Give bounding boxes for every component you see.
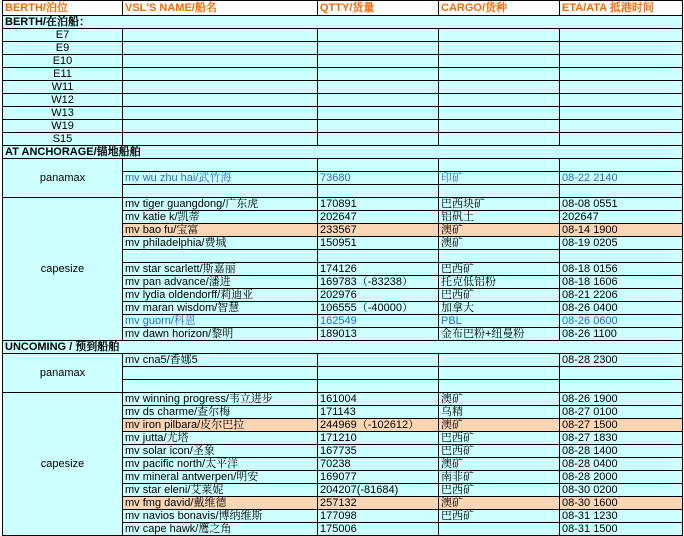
eta-cell[interactable]: 08-27 1830	[560, 432, 683, 445]
vessel-name-cell[interactable]: mv star eleni/艾莱妮	[123, 484, 318, 497]
quantity-cell[interactable]: 150951	[318, 237, 439, 250]
section-header-row	[3, 341, 683, 354]
berth-group-label[interactable]: capesize	[3, 393, 123, 536]
cargo-cell[interactable]: 印矿	[439, 172, 560, 185]
vessel-name-cell[interactable]	[123, 250, 318, 263]
table-row	[3, 55, 683, 68]
eta-cell[interactable]: 08-28 2000	[560, 471, 683, 484]
cargo-cell[interactable]: 乌精	[439, 406, 560, 419]
eta-cell[interactable]	[560, 68, 683, 81]
cargo-cell[interactable]	[439, 120, 560, 133]
cargo-cell[interactable]	[439, 523, 560, 536]
quantity-cell[interactable]: 202647	[318, 211, 439, 224]
cargo-cell[interactable]	[439, 185, 560, 198]
vessel-name-cell[interactable]	[123, 81, 318, 94]
header-cargo[interactable]: CARGO/货种	[439, 1, 560, 16]
cargo-cell[interactable]	[439, 94, 560, 107]
vessel-name-cell[interactable]	[123, 55, 318, 68]
quantity-cell[interactable]	[318, 354, 439, 367]
eta-cell[interactable]: 08-30 1600	[560, 497, 683, 510]
eta-cell[interactable]: 08-27 0100	[560, 406, 683, 419]
quantity-cell[interactable]: 171143	[318, 406, 439, 419]
eta-cell[interactable]	[560, 81, 683, 94]
eta-cell[interactable]	[560, 120, 683, 133]
vessel-name-cell[interactable]	[123, 94, 318, 107]
cargo-cell[interactable]	[439, 367, 560, 380]
berth-group-label[interactable]: W12	[3, 94, 123, 107]
header-berth[interactable]: BERTH/泊位	[3, 1, 123, 16]
berth-group-label[interactable]: E7	[3, 29, 123, 42]
cargo-cell[interactable]	[439, 42, 560, 55]
vessel-name-cell[interactable]: mv pacific north/太平洋	[123, 458, 318, 471]
table-row	[3, 81, 683, 94]
berth-group-label[interactable]: panamax	[3, 354, 123, 393]
header-vessel-name[interactable]: VSL'S NAME/船名	[123, 1, 318, 16]
berth-group-label[interactable]: E11	[3, 68, 123, 81]
table-row	[3, 68, 683, 81]
table-body	[3, 16, 683, 536]
eta-cell[interactable]	[560, 107, 683, 120]
eta-cell[interactable]: 08-31 1230	[560, 510, 683, 523]
eta-cell[interactable]: 08-28 0400	[560, 458, 683, 471]
eta-cell[interactable]: 08-26 0600	[560, 315, 683, 328]
section-title[interactable]: AT ANCHORAGE/锚地船舶	[3, 146, 683, 159]
eta-cell[interactable]	[560, 133, 683, 146]
vessel-name-cell[interactable]: mv cna5/香娜5	[123, 354, 318, 367]
cargo-cell[interactable]	[439, 107, 560, 120]
vessel-name-cell[interactable]: mv mineral antwerpen/明安	[123, 471, 318, 484]
eta-cell[interactable]: 202647	[560, 211, 683, 224]
cargo-cell[interactable]: 铝矾土	[439, 211, 560, 224]
eta-cell[interactable]: 08-22 2140	[560, 172, 683, 185]
quantity-cell[interactable]	[318, 107, 439, 120]
eta-cell[interactable]	[560, 94, 683, 107]
eta-cell[interactable]	[560, 185, 683, 198]
berth-group-label[interactable]: capesize	[3, 198, 123, 341]
table-row	[3, 159, 683, 172]
cargo-cell[interactable]	[439, 250, 560, 263]
eta-cell[interactable]: 08-31 1500	[560, 523, 683, 536]
quantity-cell[interactable]	[318, 68, 439, 81]
vessel-name-cell[interactable]: mv dawn horizon/黎明	[123, 328, 318, 341]
table-row	[3, 354, 683, 367]
quantity-cell[interactable]: 169077	[318, 471, 439, 484]
quantity-cell[interactable]: 106555（-40000）	[318, 302, 439, 315]
vessel-name-cell[interactable]: mv wu zhu hai/武竹海	[123, 172, 318, 185]
berth-group-label[interactable]: W11	[3, 81, 123, 94]
quantity-cell[interactable]: 70238	[318, 458, 439, 471]
eta-cell[interactable]	[560, 250, 683, 263]
vessel-name-cell[interactable]	[123, 380, 318, 393]
eta-cell[interactable]	[560, 55, 683, 68]
quantity-cell[interactable]	[318, 367, 439, 380]
vessel-name-cell[interactable]: mv tiger guangdong/广东虎	[123, 198, 318, 211]
vessel-name-cell[interactable]: mv guorn/科恩	[123, 315, 318, 328]
vessel-name-cell[interactable]: mv jutta/尤塔	[123, 432, 318, 445]
quantity-cell[interactable]	[318, 94, 439, 107]
cargo-cell[interactable]: 巴西矿	[439, 510, 560, 523]
cargo-cell[interactable]: 南非矿	[439, 471, 560, 484]
cargo-cell[interactable]	[439, 81, 560, 94]
berth-group-label[interactable]: E9	[3, 42, 123, 55]
table-row	[3, 94, 683, 107]
vessel-name-cell[interactable]: mv winning progress/韦立进步	[123, 393, 318, 406]
cargo-cell[interactable]: 巴西矿	[439, 432, 560, 445]
eta-cell[interactable]	[560, 42, 683, 55]
quantity-cell[interactable]: 170891	[318, 198, 439, 211]
vessel-name-cell[interactable]	[123, 107, 318, 120]
quantity-cell[interactable]	[318, 120, 439, 133]
table-row	[3, 133, 683, 146]
eta-cell[interactable]	[560, 29, 683, 42]
eta-cell[interactable]	[560, 380, 683, 393]
quantity-cell[interactable]: 174126	[318, 263, 439, 276]
table-row	[3, 29, 683, 42]
cargo-cell[interactable]: 巴西矿	[439, 289, 560, 302]
cargo-cell[interactable]: 澳矿	[439, 497, 560, 510]
vessel-name-cell[interactable]	[123, 367, 318, 380]
cargo-cell[interactable]: 巴西矿	[439, 445, 560, 458]
eta-cell[interactable]: 08-26 1900	[560, 393, 683, 406]
section-header-row	[3, 16, 683, 29]
eta-cell[interactable]: 08-18 0156	[560, 263, 683, 276]
berth-group-label[interactable]: panamax	[3, 159, 123, 198]
eta-cell[interactable]: 08-19 0205	[560, 237, 683, 250]
cargo-cell[interactable]: 巴西矿	[439, 263, 560, 276]
header-row	[3, 1, 683, 16]
eta-cell[interactable]: 08-26 0400	[560, 302, 683, 315]
vessel-name-cell[interactable]: mv lydia oldendorff/莉迪亚	[123, 289, 318, 302]
quantity-cell[interactable]	[318, 133, 439, 146]
berth-group-label[interactable]: W13	[3, 107, 123, 120]
cargo-cell[interactable]: 加拿大	[439, 302, 560, 315]
table-row	[3, 198, 683, 211]
cargo-cell[interactable]: 托克低铝粉	[439, 276, 560, 289]
vessel-name-cell[interactable]: mv philadelphia/费城	[123, 237, 318, 250]
quantity-cell[interactable]: 202976	[318, 289, 439, 302]
cargo-cell[interactable]	[439, 29, 560, 42]
cargo-cell[interactable]: 澳矿	[439, 419, 560, 432]
cargo-cell[interactable]	[439, 133, 560, 146]
vessel-name-cell[interactable]: mv cape hawk/鹰之角	[123, 523, 318, 536]
cargo-cell[interactable]	[439, 55, 560, 68]
quantity-cell[interactable]	[318, 55, 439, 68]
quantity-cell[interactable]: 189013	[318, 328, 439, 341]
quantity-cell[interactable]: 257132	[318, 497, 439, 510]
eta-cell[interactable]	[560, 159, 683, 172]
cargo-cell[interactable]: 澳矿	[439, 458, 560, 471]
quantity-cell[interactable]	[318, 380, 439, 393]
berth-group-label[interactable]: S15	[3, 133, 123, 146]
cargo-cell[interactable]: 巴西块矿	[439, 198, 560, 211]
berth-group-label[interactable]: E10	[3, 55, 123, 68]
vessel-name-cell[interactable]	[123, 185, 318, 198]
cargo-cell[interactable]: 澳矿	[439, 393, 560, 406]
vessel-name-cell[interactable]: mv bao fu/宝富	[123, 224, 318, 237]
section-header-row	[3, 146, 683, 159]
cargo-cell[interactable]	[439, 159, 560, 172]
vessel-name-cell[interactable]: mv navios bonavis/博纳维斯	[123, 510, 318, 523]
eta-cell[interactable]: 08-28 2300	[560, 354, 683, 367]
quantity-cell[interactable]: 175006	[318, 523, 439, 536]
cargo-cell[interactable]: PBL	[439, 315, 560, 328]
eta-cell[interactable]: 08-30 0200	[560, 484, 683, 497]
vessel-name-cell[interactable]: mv solar icon/圣象	[123, 445, 318, 458]
cargo-cell[interactable]: 金布巴粉+纽曼粉	[439, 328, 560, 341]
eta-cell[interactable]: 08-18 1606	[560, 276, 683, 289]
table-row	[3, 120, 683, 133]
quantity-cell[interactable]: 169783（-83238）	[318, 276, 439, 289]
table-row	[3, 42, 683, 55]
quantity-cell[interactable]	[318, 185, 439, 198]
cargo-cell[interactable]: 澳矿	[439, 237, 560, 250]
eta-cell[interactable]: 08-28 1400	[560, 445, 683, 458]
quantity-cell[interactable]: 244969（-102612）	[318, 419, 439, 432]
table-row	[3, 107, 683, 120]
quantity-cell[interactable]: 167735	[318, 445, 439, 458]
header-eta[interactable]: ETA/ATA 抵港时间	[560, 1, 683, 16]
cargo-cell[interactable]	[439, 68, 560, 81]
vessel-name-cell[interactable]	[123, 159, 318, 172]
quantity-cell[interactable]: 177098	[318, 510, 439, 523]
quantity-cell[interactable]: 161004	[318, 393, 439, 406]
cargo-cell[interactable]	[439, 380, 560, 393]
vessel-name-cell[interactable]: mv maran wisdom/智慧	[123, 302, 318, 315]
header-quantity[interactable]: QTTY/货量	[318, 1, 439, 16]
quantity-cell[interactable]	[318, 42, 439, 55]
eta-cell[interactable]: 08-26 1100	[560, 328, 683, 341]
cargo-cell[interactable]: 巴西矿	[439, 484, 560, 497]
vessel-name-cell[interactable]: mv iron pilbara/皮尔巴拉	[123, 419, 318, 432]
section-title[interactable]: BERTH/在泊船：	[3, 16, 683, 29]
berth-group-label[interactable]: W19	[3, 120, 123, 133]
cargo-cell[interactable]: 澳矿	[439, 224, 560, 237]
quantity-cell[interactable]: 233567	[318, 224, 439, 237]
quantity-cell[interactable]: 73680	[318, 172, 439, 185]
vessel-name-cell[interactable]	[123, 29, 318, 42]
quantity-cell[interactable]	[318, 29, 439, 42]
quantity-cell[interactable]	[318, 81, 439, 94]
eta-cell[interactable]: 08-27 1500	[560, 419, 683, 432]
quantity-cell[interactable]	[318, 250, 439, 263]
eta-cell[interactable]	[560, 367, 683, 380]
quantity-cell[interactable]: 162549	[318, 315, 439, 328]
section-title[interactable]: UNCOMING / 预到船舶	[3, 341, 683, 354]
vessel-name-cell[interactable]	[123, 42, 318, 55]
vessel-name-cell[interactable]: mv star scarlett/斯嘉丽	[123, 263, 318, 276]
vessel-name-cell[interactable]	[123, 133, 318, 146]
vessel-name-cell[interactable]: mv katie k/凯蒂	[123, 211, 318, 224]
vessel-name-cell[interactable]: mv fmg david/戴维德	[123, 497, 318, 510]
quantity-cell[interactable]	[318, 159, 439, 172]
vessel-name-cell[interactable]	[123, 120, 318, 133]
vessel-table	[2, 0, 683, 536]
eta-cell[interactable]: 08-21 2206	[560, 289, 683, 302]
vessel-name-cell[interactable]: mv pan advance/潘进	[123, 276, 318, 289]
vessel-name-cell[interactable]	[123, 68, 318, 81]
quantity-cell[interactable]: 204207(-81684)	[318, 484, 439, 497]
table-row	[3, 393, 683, 406]
eta-cell[interactable]: 08-08 0551	[560, 198, 683, 211]
cargo-cell[interactable]	[439, 354, 560, 367]
vessel-name-cell[interactable]: mv ds charme/查尔梅	[123, 406, 318, 419]
eta-cell[interactable]: 08-14 1900	[560, 224, 683, 237]
quantity-cell[interactable]: 171210	[318, 432, 439, 445]
